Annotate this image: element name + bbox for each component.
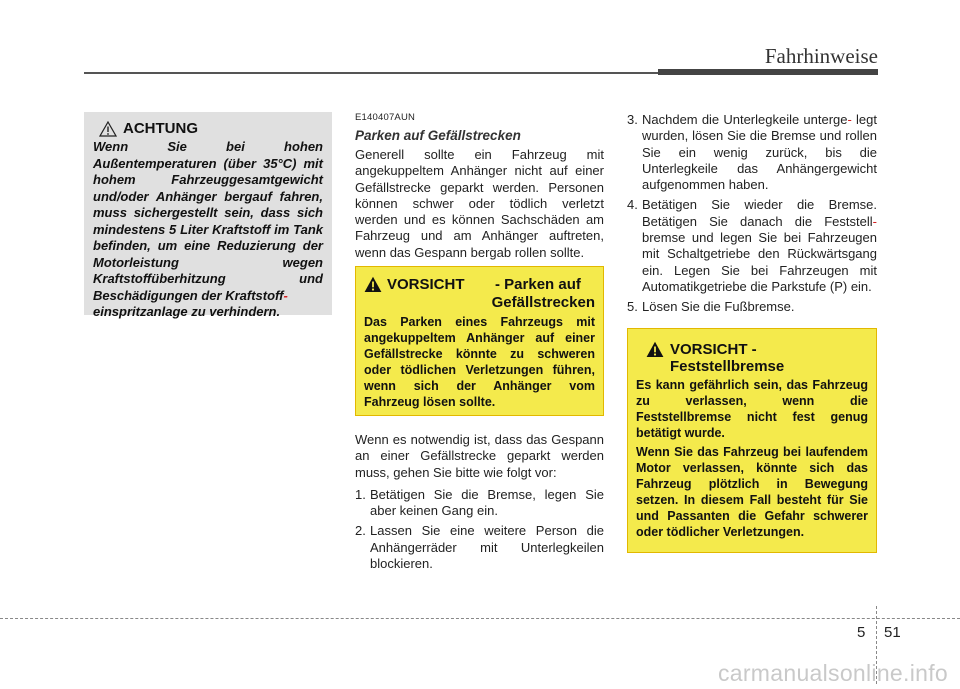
step-text-b: legt wurden, lösen Sie die Bremse und rollen Sie ein wenig zurück, bis die Unterlegkeile das Anhängergewicht aufgenommen haben. bbox=[642, 112, 877, 193]
achtung-hyphen: - bbox=[283, 287, 288, 303]
watermark: carmanualsonline.info bbox=[717, 660, 948, 686]
vorsicht-parken-heading bbox=[364, 276, 595, 314]
step-number: 5. bbox=[627, 299, 638, 315]
step-text-b: bremse und legen Sie bei Fahrzeugen mit Schaltgetriebe den Rückwärtsgang ein. Legen Sie bei Fahrzeugen mit Automatikgetriebe die Parkstufe (P) ein. bbox=[642, 230, 877, 294]
vorsicht-parken-box bbox=[355, 266, 604, 416]
step-hyphen: - bbox=[872, 213, 877, 229]
caution-triangle-icon bbox=[99, 121, 117, 137]
list-item bbox=[627, 112, 877, 193]
step-text bbox=[642, 197, 877, 295]
step-text-a: Nachdem die Unterlegkeile unterge bbox=[642, 112, 848, 127]
vorsicht-bremse-heading bbox=[636, 341, 868, 377]
vorsicht-bremse-title-b: Feststellbremse bbox=[670, 358, 785, 375]
list-item bbox=[355, 523, 604, 572]
achtung-text-end: einspritzanlage zu verhindern. bbox=[93, 304, 281, 319]
header-rule-accent bbox=[658, 69, 878, 75]
achtung-box bbox=[84, 112, 332, 319]
list-item bbox=[627, 299, 877, 315]
vorsicht-parken-text: Das Parken eines Fahrzeugs mit angekuppeltem Anhänger auf einer Gefällstrecke könnte zu schweren oder tödlichen Verletzungen führen, wenn sich der Anhänger vom Fahrzeug lösen sollte. bbox=[364, 315, 595, 409]
step-text: Lösen Sie die Fußbremse. bbox=[642, 299, 795, 315]
warning-triangle-icon bbox=[646, 341, 664, 358]
page-header-title: Fahrhinweise bbox=[764, 44, 878, 68]
achtung-text bbox=[93, 139, 323, 321]
steps-list-b bbox=[627, 112, 877, 316]
step-text bbox=[642, 112, 877, 193]
step-text-a: Betätigen Sie wieder die Bremse. Betätigen Sie danach die Feststell bbox=[642, 197, 877, 229]
step-number: 1. bbox=[355, 486, 366, 502]
step-number: 2. bbox=[355, 523, 366, 539]
list-item bbox=[627, 197, 877, 295]
section-code: E140407AUN bbox=[355, 112, 416, 123]
vorsicht-bremse-paragraph-1: Es kann gefährlich sein, das Fahrzeug zu verlassen, wenn die Feststellbremse nicht fest genug betätigt wurde. bbox=[636, 378, 868, 440]
step-hyphen: - bbox=[847, 112, 852, 127]
vorsicht-bremse-box bbox=[627, 328, 877, 553]
section-paragraph-1: Generell sollte ein Fahrzeug mit angekuppeltem Anhänger nicht auf einer Gefällstrecke geparkt werden. Personen können schwer oder tödlich verletzt werden und es können Sachschäden am Fahrzeug und am Anhänger auftreten, wenn das Gespann bergab rollen sollte. bbox=[355, 147, 604, 260]
vorsicht-bremse-title-a: VORSICHT - bbox=[670, 341, 757, 358]
vorsicht-parken-topic-a: - Parken auf bbox=[495, 276, 581, 293]
step-text: Lassen Sie eine weitere Person die Anhängerräder mit Unterlegkeilen blockieren. bbox=[370, 523, 604, 572]
vorsicht-bremse-text bbox=[636, 377, 868, 540]
section-paragraph-2: Wenn es notwendig ist, dass das Gespann an einer Gefällstrecke geparkt werden muss, gehen Sie bitte wie folgt vor: bbox=[355, 432, 604, 480]
vorsicht-bremse-paragraph-2: Wenn Sie das Fahrzeug bei laufendem Motor verlassen, könnte sich das Fahrzeug plötzlich in Bewegung setzen. In diesem Fall besteht für Sie und Passanten die Gefahr schwerer oder tödlicher Verletzungen. bbox=[636, 445, 868, 539]
vorsicht-parken-word: VORSICHT bbox=[387, 276, 465, 293]
footer-rule bbox=[0, 618, 960, 619]
vorsicht-parken-topic-b: Gefällstrecken bbox=[491, 294, 595, 311]
achtung-heading bbox=[99, 120, 323, 137]
step-number: 4. bbox=[627, 197, 638, 213]
warning-triangle-icon bbox=[364, 276, 382, 293]
step-text: Betätigen Sie die Bremse, legen Sie aber keinen Gang ein. bbox=[370, 486, 604, 519]
section-parken bbox=[355, 112, 604, 261]
achtung-title: ACHTUNG bbox=[123, 120, 198, 137]
step-number: 3. bbox=[627, 112, 638, 127]
chapter-number: 5 bbox=[857, 624, 866, 641]
list-item bbox=[355, 487, 604, 520]
section-title: Parken auf Gefällstrecken bbox=[355, 128, 521, 143]
page-number: 51 bbox=[884, 624, 901, 641]
header-rule bbox=[84, 72, 660, 74]
section-parken-steps-intro bbox=[355, 432, 604, 572]
steps-list-a bbox=[355, 487, 604, 572]
achtung-text-main: Wenn Sie bei hohen Außentemperaturen (über 35°C) mit hohem Fahrzeuggesamtgewicht und/oder Anhänger bergauf fahren, muss sichergestellt sein, dass sich mindestens 5 Liter Kraftstoff im Tank befinden, um eine Reduzierung der Motorleistung wegen Kraftstoffüberhitzung und Beschädigungen der Kraftstoff bbox=[93, 139, 323, 303]
